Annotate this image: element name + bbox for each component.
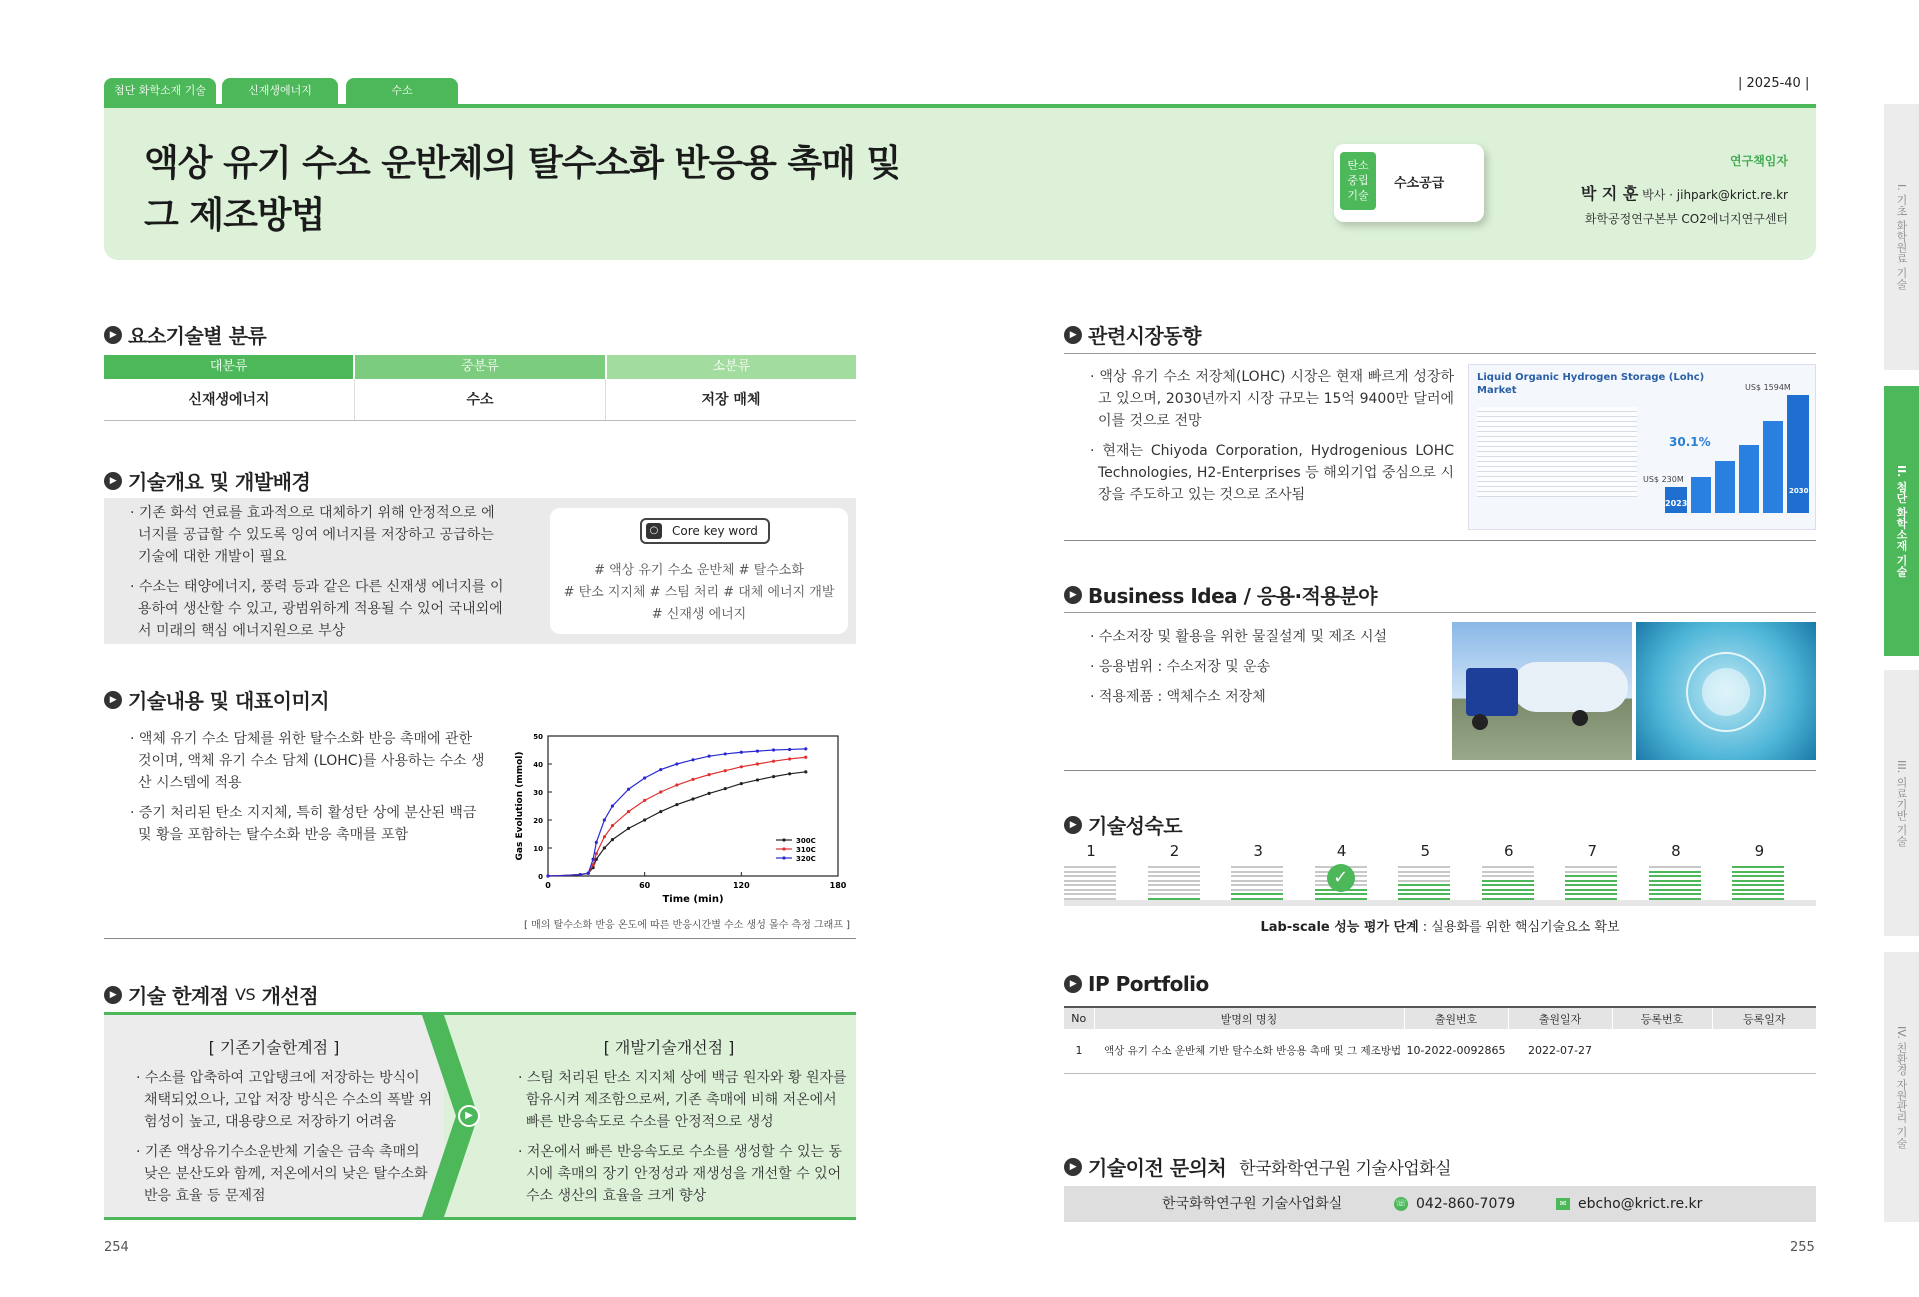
- market-cagr: 30.1%: [1669, 435, 1711, 449]
- ip-col-appno: 출원번호: [1404, 1007, 1508, 1029]
- title-line-2: 그 제조방법: [144, 195, 325, 236]
- researcher-dept: 화학공정연구본부 CO2에너지연구센터: [1584, 212, 1788, 226]
- classification-table: [104, 355, 856, 421]
- market-bar: [1763, 421, 1783, 513]
- stage-desc: : 실용화를 위한 핵심기술요소 확보: [1418, 920, 1620, 935]
- market-bullet: · 현재는 Chiyoda Corporation, Hydrogenious LOHC Technologies, H2-Enterprises 등 해외기업 중심으로 시장을 주도하고 있는 것으로 조사됨: [1090, 443, 1455, 503]
- data-point: [804, 747, 807, 750]
- keyword-box: [1334, 144, 1484, 222]
- side-index-2[interactable]: II. 첨단 화학소재 기술: [1884, 386, 1919, 656]
- side-index-4[interactable]: IV. 친환경 자원관리 기술: [1884, 952, 1919, 1222]
- business-heading: ▶ Business Idea / 응용·적용분야: [1064, 580, 1377, 609]
- data-point: [788, 757, 791, 760]
- market-bar: [1691, 477, 1711, 513]
- tab-hydrogen[interactable]: 수소: [346, 78, 458, 104]
- data-point: [643, 799, 646, 802]
- contact-name: 한국화학연구원 기술사업화실: [1162, 1196, 1343, 1212]
- researcher-info: [1581, 152, 1788, 227]
- data-point: [587, 872, 590, 875]
- maturity-level-number: 3: [1253, 842, 1263, 860]
- market-bar: [1715, 461, 1735, 513]
- overview-bullet: · 기존 화석 연료를 효과적으로 대체하기 위해 안정적으로 에너지를 공급할 수 있도록 잉여 에너지를 저장하고 공급하는 기술에 대한 개발이 필요: [130, 505, 495, 565]
- keyword-line: # 액상 유기 수소 운반체 # 탈수소화: [594, 563, 804, 578]
- maturity-level-number: 2: [1169, 842, 1180, 860]
- data-point: [804, 756, 807, 759]
- data-point: [691, 778, 694, 781]
- market-year-start: 2023: [1665, 499, 1688, 508]
- series-line-300C: [548, 772, 806, 876]
- data-point: [643, 818, 646, 821]
- data-point: [772, 775, 775, 778]
- overview-bullets: [128, 502, 508, 650]
- ip-cell: [1612, 1029, 1712, 1073]
- data-point: [756, 750, 759, 753]
- y-axis-label: Gas Evolution (mmol): [515, 751, 525, 861]
- maturity-level-8: [1649, 842, 1703, 902]
- data-point: [659, 810, 662, 813]
- data-point: [708, 773, 711, 776]
- market-end-value: US$ 1594M: [1745, 383, 1791, 392]
- market-heading: ▶ 관련시장동향: [1064, 320, 1201, 349]
- arrow-right-icon: ▶: [458, 1105, 480, 1127]
- market-bar: [1787, 395, 1809, 513]
- maturity-level-number: 5: [1420, 842, 1430, 860]
- data-point: [772, 760, 775, 763]
- legend-marker: [782, 847, 785, 850]
- class-header-middle: 중분류: [355, 355, 604, 379]
- search-icon: ○: [646, 523, 662, 539]
- data-point: [611, 824, 614, 827]
- contact-org: 한국화학연구원 기술사업화실: [1239, 1159, 1452, 1179]
- divider: [1064, 770, 1816, 771]
- maturity-stage: [1064, 916, 1816, 935]
- data-point: [740, 751, 743, 754]
- maturity-level-6: [1482, 842, 1536, 902]
- ip-heading: ▶ IP Portfolio: [1064, 972, 1209, 996]
- maturity-level-number: 7: [1587, 842, 1598, 860]
- data-point: [546, 874, 549, 877]
- tab-advanced-chem[interactable]: 첨단 화학소재 기술: [104, 78, 216, 104]
- market-bar: [1739, 445, 1759, 513]
- class-value-minor: 저장 매체: [701, 392, 761, 408]
- data-point: [659, 768, 662, 771]
- content-bullets: [128, 728, 488, 854]
- maturity-level-9: [1732, 842, 1786, 902]
- data-point: [579, 873, 582, 876]
- limits-panel: [104, 1012, 856, 1220]
- page-number-right: 255: [1790, 1240, 1815, 1255]
- maturity-level-number: 1: [1086, 842, 1096, 860]
- check-icon: ✓: [1327, 864, 1355, 892]
- arrow-icon: ▶: [1064, 326, 1082, 344]
- data-point: [708, 755, 711, 758]
- improvement-bullet: · 저온에서 빠른 반응속도로 수소를 생성할 수 있는 동시에 촉매의 장기 안정성과 재생성을 개선할 수 있어 수소 생산의 효율을 크게 향상: [518, 1144, 843, 1204]
- data-point: [603, 835, 606, 838]
- keyword-tag: 탄소 중립 기술: [1340, 152, 1376, 210]
- market-image: [1468, 364, 1816, 530]
- maturity-level-7: [1565, 842, 1619, 902]
- gas-evolution-chart: [504, 726, 854, 906]
- maturity-level-number: 4: [1336, 842, 1347, 860]
- maturity-level-4: [1315, 842, 1369, 902]
- divider: [1064, 353, 1816, 354]
- chart-caption: [ 매의 탈수소화 반응 온도에 따른 반응시간별 수소 생성 몰수 측정 그래프 ]: [524, 920, 851, 931]
- ip-cell: 1: [1075, 1044, 1083, 1058]
- y-tick-label: 20: [533, 817, 543, 825]
- limits-left-title: [ 기존기술한계점 ]: [208, 1038, 340, 1057]
- data-point: [804, 770, 807, 773]
- data-point: [643, 776, 646, 779]
- improvement-bullet: · 스팀 처리된 탄소 지지체 상에 백금 원자와 황 원자를 함유시켜 제조함으로써, 기존 촉매에 비해 저온에서 빠른 반응속도로 수소를 안정적으로 생성: [518, 1070, 847, 1130]
- market-year-end: 2030: [1789, 487, 1809, 495]
- header-banner: [104, 104, 1816, 260]
- ip-col-regdate: 등록일자: [1712, 1007, 1816, 1029]
- arrow-icon: ▶: [1064, 586, 1082, 604]
- classification-heading: ▶ 요소기술별 분류: [104, 320, 266, 349]
- y-tick-label: 50: [533, 733, 543, 741]
- maturity-level-2: [1148, 842, 1202, 902]
- keyword-value: 수소공급: [1394, 176, 1445, 191]
- ip-col-no: No: [1071, 1012, 1087, 1025]
- legend-label: 300C: [796, 837, 816, 845]
- legend-label: 310C: [796, 846, 816, 854]
- data-point: [603, 818, 606, 821]
- x-axis-label: Time (min): [662, 894, 724, 905]
- data-point: [627, 810, 630, 813]
- keyword-line: # 탄소 지지체 # 스팀 처리 # 대체 에너지 개발: [563, 585, 835, 600]
- limits-heading: ▶ 기술 한계점 VS 개선점: [104, 980, 318, 1009]
- data-point: [756, 762, 759, 765]
- core-keyword-card: [550, 508, 848, 634]
- class-value-middle: 수소: [355, 379, 606, 420]
- data-point: [675, 762, 678, 765]
- y-tick-label: 30: [533, 789, 543, 797]
- x-tick-label: 120: [732, 881, 750, 890]
- side-index-1[interactable]: I. 기초 화학원료 기술: [1884, 104, 1919, 370]
- data-point: [724, 787, 727, 790]
- maturity-baseline: [1064, 900, 1816, 906]
- contact-bar: [1064, 1186, 1816, 1222]
- data-point: [595, 852, 598, 855]
- limit-bullet: · 기존 액상유기수소운반체 기술은 금속 촉매의 낮은 분산도와 함께, 저온에서의 낮은 탈수소화 반응 효율 등 문제점: [136, 1144, 428, 1204]
- divider: [104, 938, 856, 939]
- title-line-1: 액상 유기 수소 운반체의 탈수소화 반응용 촉매 및: [144, 143, 901, 184]
- side-index-3[interactable]: III. 의료기반 기술: [1884, 670, 1919, 936]
- data-point: [675, 783, 678, 786]
- data-point: [788, 748, 791, 751]
- table-row: [1064, 1029, 1816, 1073]
- content-bullet: · 증기 처리된 탄소 지지체, 특히 활성탄 상에 분산된 백금 및 황을 포함하는 탈수소화 반응 촉매를 포함: [130, 805, 477, 843]
- page-number-left: 254: [104, 1240, 129, 1255]
- x-tick-label: 180: [829, 881, 847, 890]
- contact-email[interactable]: ebcho@krict.re.kr: [1578, 1196, 1703, 1212]
- data-point: [740, 765, 743, 768]
- ip-col-regno: 등록번호: [1612, 1007, 1712, 1029]
- business-bullet: · 적용제품 : 액체수소 저장체: [1090, 689, 1266, 705]
- market-image-title: Liquid Organic Hydrogen Storage (Lohc) Market: [1477, 372, 1705, 396]
- data-point: [627, 788, 630, 791]
- overview-box: [104, 498, 856, 644]
- data-point: [592, 858, 595, 861]
- y-tick-label: 10: [533, 845, 543, 853]
- arrow-icon: ▶: [104, 326, 122, 344]
- lohc-cycle-image: [1636, 622, 1816, 760]
- hydrogen-truck-image: [1452, 622, 1632, 760]
- researcher-name: 박 지 훈: [1580, 184, 1639, 203]
- legend-marker: [782, 856, 785, 859]
- contact-heading: ▶ 기술이전 문의처 한국화학연구원 기술사업화실: [1064, 1152, 1451, 1181]
- arrow-icon: ▶: [1064, 816, 1082, 834]
- content-bullet: · 액체 유기 수소 담체를 위한 탈수소화 반응 촉매에 관한 것이며, 액체 유기 수소 담체 (LOHC)를 사용하는 수소 생산 시스템에 적용: [130, 731, 485, 791]
- ip-col-appdate: 출원일자: [1508, 1007, 1612, 1029]
- business-bullet: · 수소저장 및 활용을 위한 물질설계 및 제조 시설: [1090, 629, 1388, 645]
- arrow-icon: ▶: [1064, 1158, 1082, 1176]
- email-icon: ✉: [1556, 1198, 1570, 1210]
- overview-bullet: · 수소는 태양에너지, 풍력 등과 같은 다른 신재생 에너지를 이용하여 생산할 수 있고, 광범위하게 적용될 수 있어 국내외에서 미래의 핵심 에너지원으로 부상: [130, 579, 504, 639]
- keyword-line: # 신재생 에너지: [651, 607, 747, 622]
- data-point: [756, 778, 759, 781]
- ip-cell: 2022-07-27: [1528, 1044, 1592, 1058]
- core-keyword-pill: ○ Core key word: [640, 518, 770, 544]
- maturity-scale: [1064, 842, 1816, 908]
- researcher-role: 연구책임자: [1730, 154, 1788, 168]
- data-point: [603, 846, 606, 849]
- y-tick-label: 0: [538, 873, 543, 881]
- arrow-icon: ▶: [1064, 975, 1082, 993]
- maturity-heading: ▶ 기술성숙도: [1064, 810, 1182, 839]
- data-point: [675, 803, 678, 806]
- data-point: [611, 838, 614, 841]
- legend-marker: [782, 838, 785, 841]
- content-heading: ▶ 기술내용 및 대표이미지: [104, 685, 329, 714]
- class-header-minor: 소분류: [607, 355, 856, 379]
- researcher-email: 박사 · jihpark@krict.re.kr: [1642, 188, 1788, 202]
- market-bullet: · 액상 유기 수소 저장체(LOHC) 시장은 현재 빠르게 성장하고 있으며, 2030년까지 시장 규모는 15억 9400만 달러에 이를 것으로 전망: [1090, 369, 1454, 429]
- maturity-level-5: [1398, 842, 1452, 902]
- business-bullets: [1088, 626, 1448, 716]
- maturity-level-3: [1231, 842, 1285, 902]
- data-point: [691, 758, 694, 761]
- data-point: [611, 804, 614, 807]
- market-start-value: US$ 230M: [1643, 475, 1684, 484]
- data-point: [595, 841, 598, 844]
- class-value-major: 신재생에너지: [104, 379, 355, 420]
- series-line-310C: [548, 757, 806, 876]
- data-point: [708, 792, 711, 795]
- plot-frame: [548, 736, 838, 876]
- maturity-level-number: 6: [1503, 842, 1514, 860]
- ip-cell: 액상 유기 수소 운반체 기반 탈수소화 반응용 촉매 및 그 제조방법: [1104, 1045, 1402, 1058]
- market-image-segments: [1477, 407, 1637, 497]
- business-bullet: · 응용범위 : 수소저장 및 운송: [1090, 659, 1271, 675]
- x-tick-label: 60: [639, 881, 651, 890]
- data-point: [627, 827, 630, 830]
- issue-number: | 2025-40 |: [1738, 76, 1810, 91]
- page-title: [144, 138, 900, 242]
- ip-cell: [1712, 1029, 1816, 1073]
- ip-cell: 10-2022-0092865: [1406, 1044, 1506, 1058]
- data-point: [740, 782, 743, 785]
- class-header-major: 대분류: [104, 355, 353, 379]
- data-point: [788, 772, 791, 775]
- divider: [1064, 540, 1816, 541]
- data-point: [724, 769, 727, 772]
- maturity-level-number: 8: [1671, 842, 1681, 860]
- data-point: [772, 748, 775, 751]
- ip-col-title: 발명의 명칭: [1094, 1007, 1404, 1029]
- arrow-icon: ▶: [104, 472, 122, 490]
- stage-name: Lab-scale 성능 평가 단계: [1260, 920, 1419, 935]
- data-point: [659, 790, 662, 793]
- ip-table: [1064, 1006, 1816, 1074]
- limits-right-title: [ 개발기술개선점 ]: [603, 1038, 735, 1057]
- overview-heading: ▶ 기술개요 및 개발배경: [104, 466, 310, 495]
- maturity-level-number: 9: [1754, 842, 1765, 860]
- arrow-icon: ▶: [104, 691, 122, 709]
- limit-bullet: · 수소를 압축하여 고압탱크에 저장하는 방식이 채택되었으나, 고압 저장 방식은 수소의 폭발 위험성이 높고, 대용량으로 저장하기 어려움: [136, 1070, 433, 1130]
- phone-icon: ☏: [1395, 1199, 1407, 1209]
- data-point: [724, 752, 727, 755]
- legend-label: 320C: [796, 855, 816, 863]
- y-tick-label: 40: [533, 761, 543, 769]
- arrow-icon: ▶: [104, 986, 122, 1004]
- tab-renewable[interactable]: 신재생에너지: [222, 78, 338, 104]
- market-bullets: [1088, 366, 1454, 514]
- x-tick-label: 0: [545, 881, 551, 890]
- contact-phone[interactable]: 042-860-7079: [1416, 1196, 1516, 1212]
- divider: [1064, 612, 1816, 613]
- series-line-320C: [548, 749, 806, 876]
- maturity-level-1: [1064, 842, 1118, 902]
- data-point: [691, 797, 694, 800]
